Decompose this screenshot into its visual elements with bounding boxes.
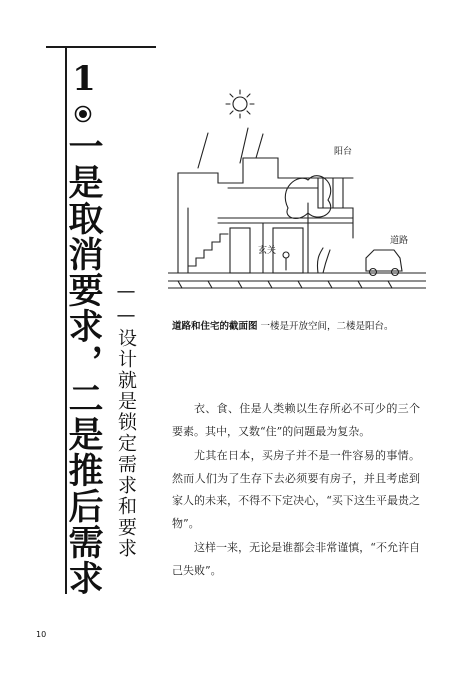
chapter-title: 一是取消要求，二是推后需求	[63, 128, 104, 596]
chapter-subtitle: ——设计就是锁定需求和要求	[115, 280, 137, 559]
paragraph: 衣、食、住是人类赖以生存所必不可少的三个要素。其中，又数“住”的问题最为复杂。	[172, 402, 420, 438]
label-entrance: 玄关	[258, 246, 277, 256]
circle-bullet-icon	[73, 104, 93, 124]
figure-caption	[172, 320, 432, 334]
chapter-number: 1	[72, 59, 96, 99]
page-number: 10	[36, 630, 47, 639]
paragraph: 这样一来，无论是谁都会非常谨慎，“不允许自己失败”。	[172, 541, 420, 577]
paragraph: 尤其在日本，买房子并不是一件容易的事情。然而人们为了生存下去必须要有房子，并且考虑到家人的未来，不得不下定决心，“买下这生平最贵之物”。	[172, 449, 420, 530]
label-balcony: 阳台	[334, 147, 353, 157]
body-text	[172, 398, 420, 584]
label-road: 道路	[390, 236, 409, 246]
caption-text: 一楼是开放空间，二楼是阳台。	[260, 321, 394, 332]
caption-title: 道路和住宅的截面图	[172, 321, 258, 332]
header-rule	[46, 46, 156, 48]
house-section-drawing	[168, 88, 426, 313]
